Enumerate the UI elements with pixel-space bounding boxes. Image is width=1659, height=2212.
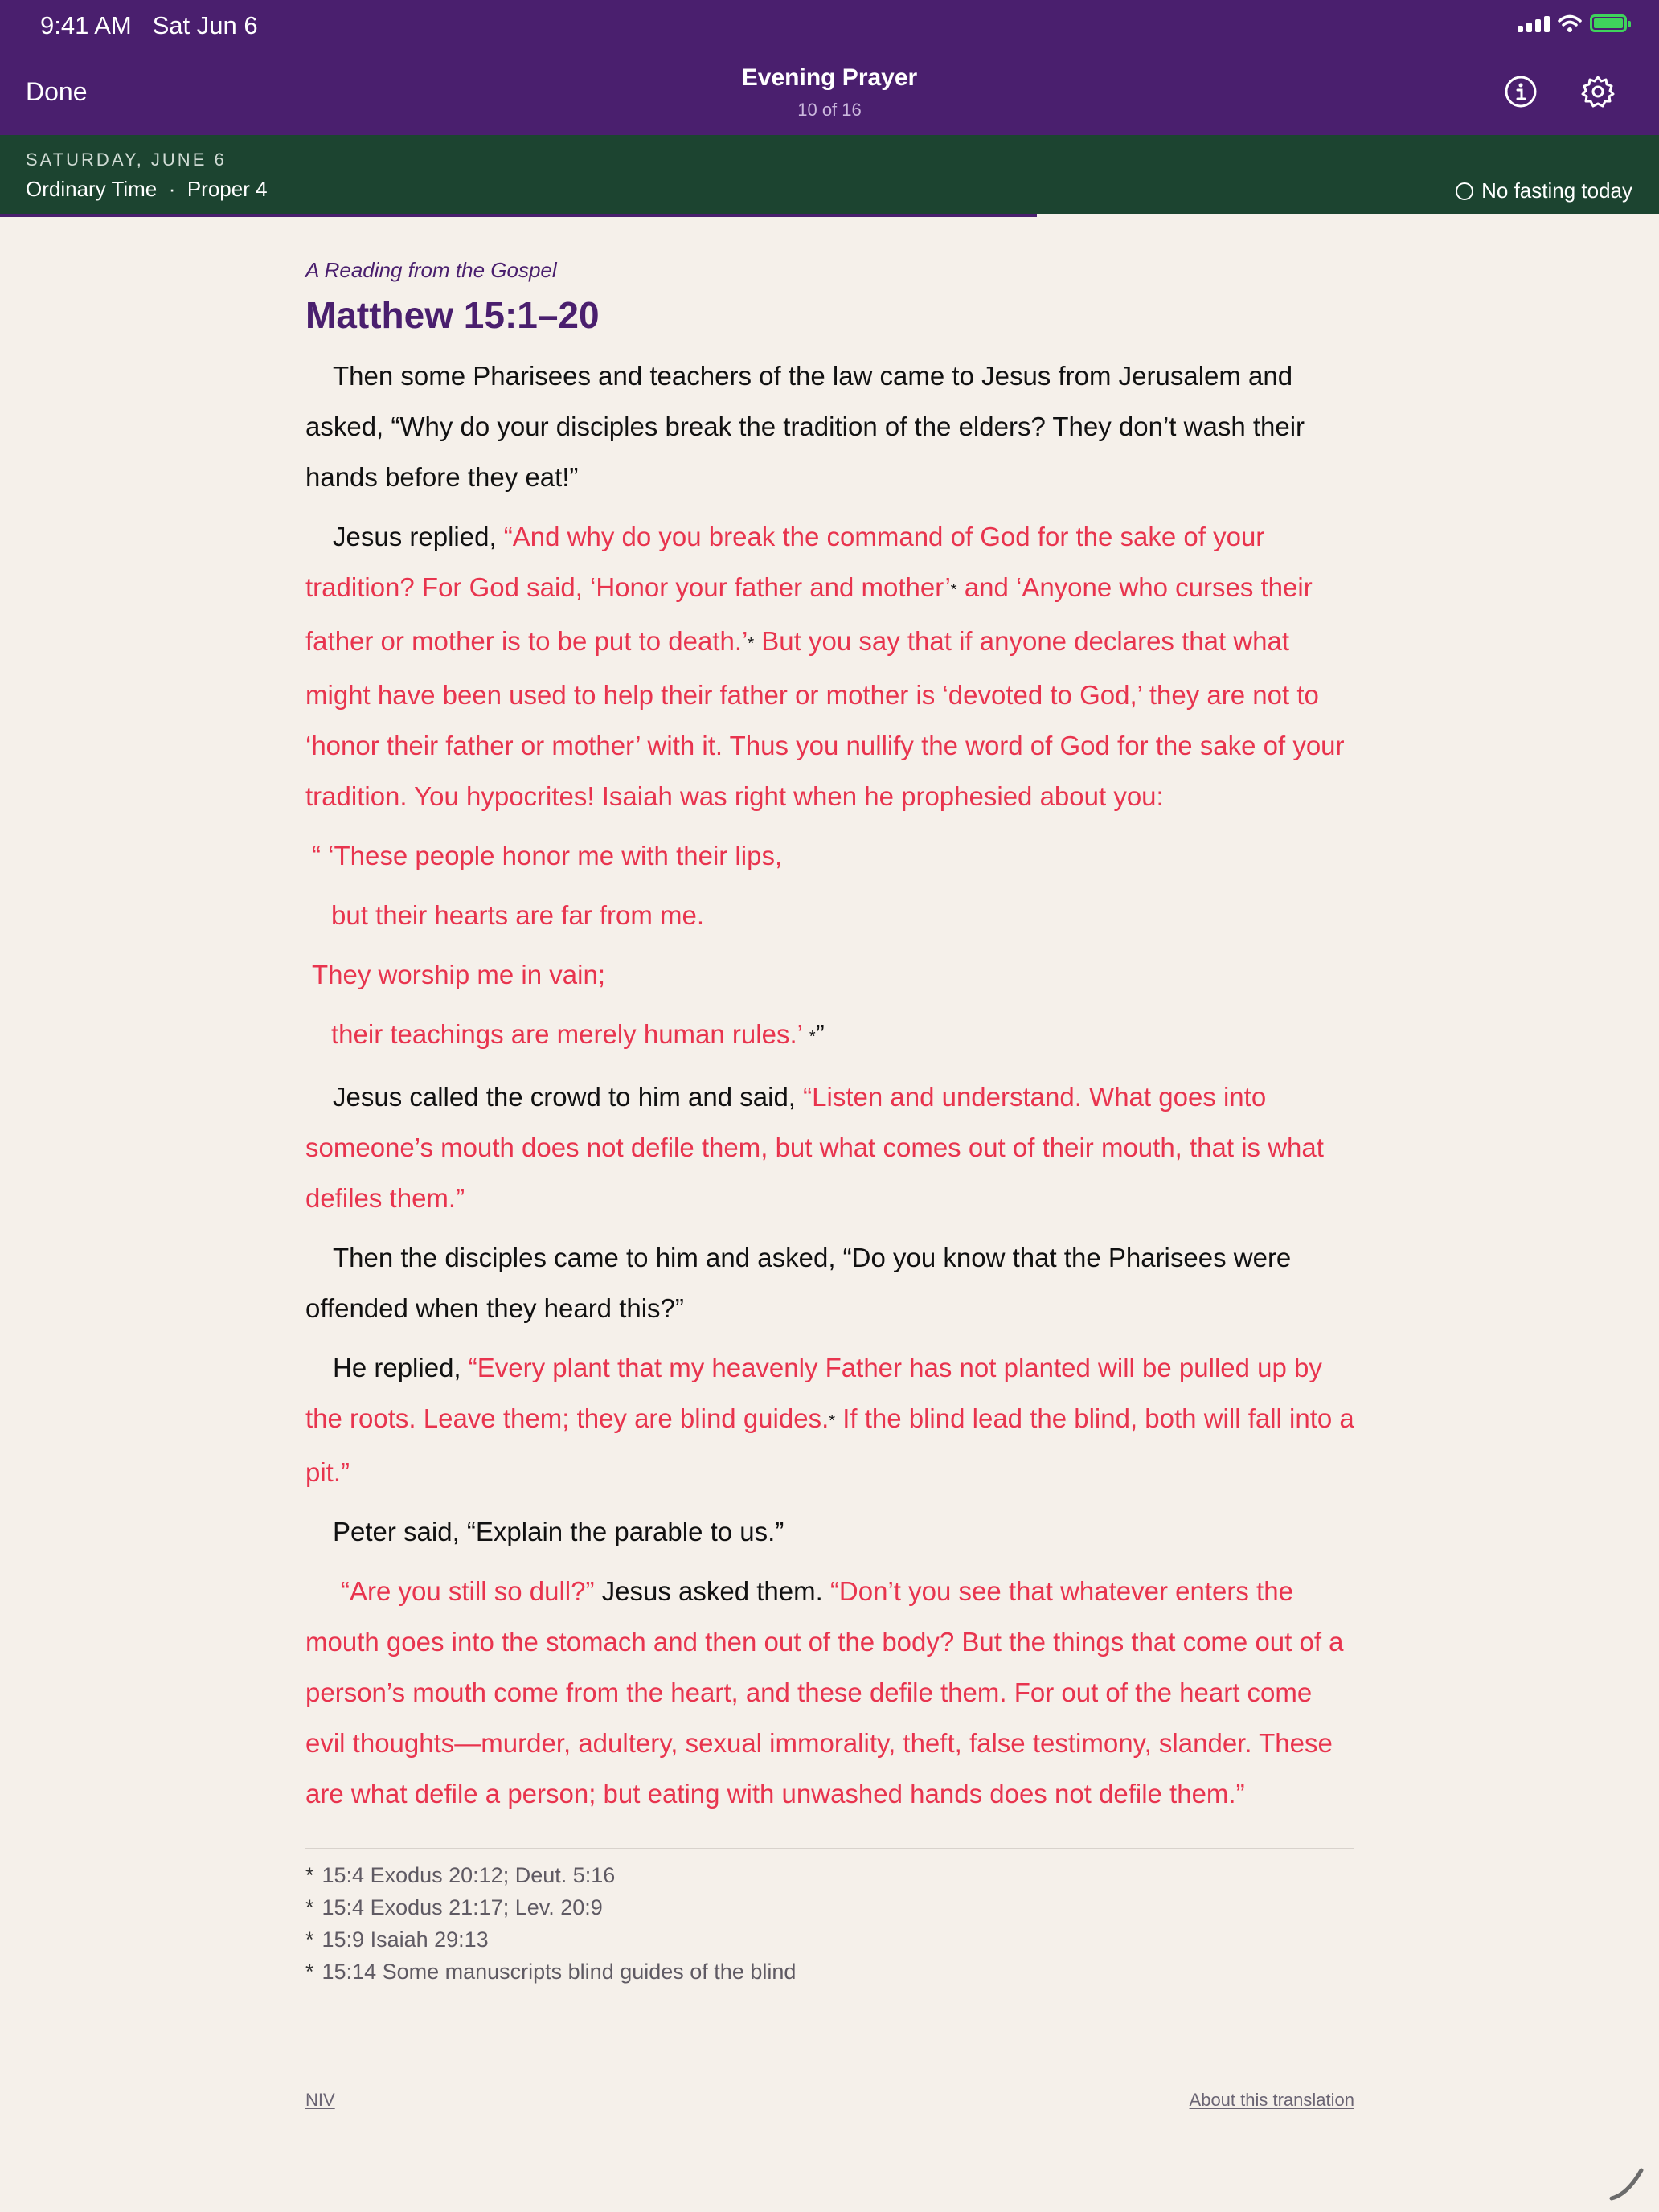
footnotes-divider — [305, 1848, 1354, 1849]
about-translation-link[interactable]: About this translation — [1189, 2090, 1354, 2110]
status-time: 9:41 AM Sat Jun 6 — [40, 11, 258, 39]
footnote-text: 15:4 Exodus 20:12; Deut. 5:16 — [322, 1863, 616, 1887]
narration: He replied, — [333, 1353, 469, 1382]
battery-icon — [1590, 14, 1627, 32]
verse-paragraph — [305, 1566, 1354, 1819]
poetry-line — [305, 1009, 1354, 1063]
liturgical-info-bar — [0, 135, 1659, 214]
pencil-scribble-icon[interactable] — [1608, 2162, 1648, 2202]
footnote-star: * — [305, 1863, 314, 1887]
footnote-star: * — [305, 1960, 314, 1984]
cellular-signal-icon — [1518, 14, 1550, 32]
poetry-line: They worship me in vain; — [312, 960, 605, 989]
words-of-christ: and ‘Anyone who curses their father or mother is to be put to death.’ — [305, 572, 1313, 656]
words-of-christ: “Don’t you see that whatever enters the mouth goes into the stomach and then out of the body? But the things that come out of a person’s mouth come from the heart, and these defile them. For out of the heart come evil thoughts—murder, adultery, sexual immorality, theft, false testimony, slander. These are what defile a person; but eating with unwashed hands does not defile them.” — [305, 1576, 1344, 1809]
reading-content — [305, 256, 1354, 1988]
verse-paragraph: Peter said, “Explain the parable to us.” — [333, 1517, 784, 1546]
navigation-bar — [0, 0, 1659, 135]
footnote-text: 15:4 Exodus 21:17; Lev. 20:9 — [322, 1895, 603, 1919]
reading-reference: Matthew 15:1–20 — [305, 294, 600, 336]
footnote — [305, 1891, 1354, 1923]
liturgical-season: Ordinary Time · Proper 4 — [26, 177, 268, 201]
poetry-line: “ ‘These people honor me with their lips, — [312, 841, 783, 870]
footnote-text: 15:9 Isaiah 29:13 — [322, 1927, 489, 1952]
verse-paragraph: Then some Pharisees and teachers of the law came to Jesus from Jerusalem and asked, “Why do your disciples break the tradition of the elders? They don’t wash their hands before they eat!” — [305, 361, 1305, 492]
footnote-marker[interactable]: * — [829, 1412, 836, 1430]
words-of-christ: “Are you still so dull?” — [341, 1576, 595, 1606]
progress-bar — [0, 214, 1659, 219]
words-of-christ: If the blind lead the blind, both will fall into a pit.” — [305, 1403, 1354, 1487]
words-of-christ: “And why do you break the command of God for the sake of your tradition? For God said, ‘Honor your father and mother’ — [305, 522, 1265, 602]
poetry-text: their teachings are merely human rules.’ — [331, 1019, 809, 1049]
footnote — [305, 1923, 1354, 1956]
reading-kicker: A Reading from the Gospel — [305, 258, 557, 282]
footnote-text: 15:14 Some manuscripts blind guides of the blind — [322, 1960, 797, 1984]
wifi-icon — [1558, 14, 1582, 32]
fasting-status[interactable] — [1456, 178, 1632, 203]
footnote-marker[interactable]: * — [748, 635, 755, 653]
words-of-christ: But you say that if anyone declares that what might have been used to help their father or mother is ‘devoted to God,’ they are not to ‘honor their father or mother’ with it. Thus you nullify the word of God for the sake of your tradition. You hypocrites! Isaiah was right when he prophesied about you: — [305, 626, 1345, 811]
footnote — [305, 1956, 1354, 1988]
footnote-star: * — [305, 1895, 314, 1919]
words-of-christ: “Every plant that my heavenly Father has not planted will be pulled up by the roots. Leave them; they are blind guides. — [305, 1353, 1322, 1433]
poetry-line: but their hearts are far from me. — [331, 900, 705, 930]
narration: Jesus asked them. — [594, 1576, 830, 1606]
info-icon[interactable] — [1503, 74, 1538, 109]
page-position: 10 of 16 — [797, 100, 862, 120]
translation-link[interactable]: NIV — [305, 2090, 335, 2110]
narration: Jesus called the crowd to him and said, — [333, 1082, 804, 1112]
circle-icon — [1456, 182, 1473, 200]
done-button[interactable]: Done — [26, 77, 88, 106]
footnotes — [305, 1859, 1354, 1988]
narration: Jesus replied, — [333, 522, 504, 551]
progress-fill — [0, 214, 1037, 217]
fasting-label: No fasting today — [1481, 178, 1632, 203]
footnote-star: * — [305, 1927, 314, 1952]
liturgical-date: SATURDAY, JUNE 6 — [26, 150, 227, 170]
page-title: Evening Prayer — [741, 64, 918, 91]
words-of-christ: “Listen and understand. What goes into someone’s mouth does not defile them, but what comes out of their mouth, that is what defiles them.” — [305, 1082, 1324, 1213]
footnote — [305, 1859, 1354, 1891]
status-icons — [1518, 14, 1627, 32]
gear-icon[interactable] — [1580, 74, 1616, 109]
reading-footer — [305, 2090, 1354, 2114]
verse-paragraph: Then the disciples came to him and asked, “Do you know that the Pharisees were offended when they heard this?” — [305, 1243, 1292, 1323]
verse-paragraph — [305, 1342, 1354, 1497]
poetry-text: ” — [815, 1019, 825, 1049]
footnote-marker[interactable]: * — [809, 1028, 816, 1046]
verse-paragraph — [305, 1071, 1354, 1223]
footnote-marker[interactable]: * — [950, 581, 957, 599]
verse-paragraph — [305, 511, 1354, 821]
